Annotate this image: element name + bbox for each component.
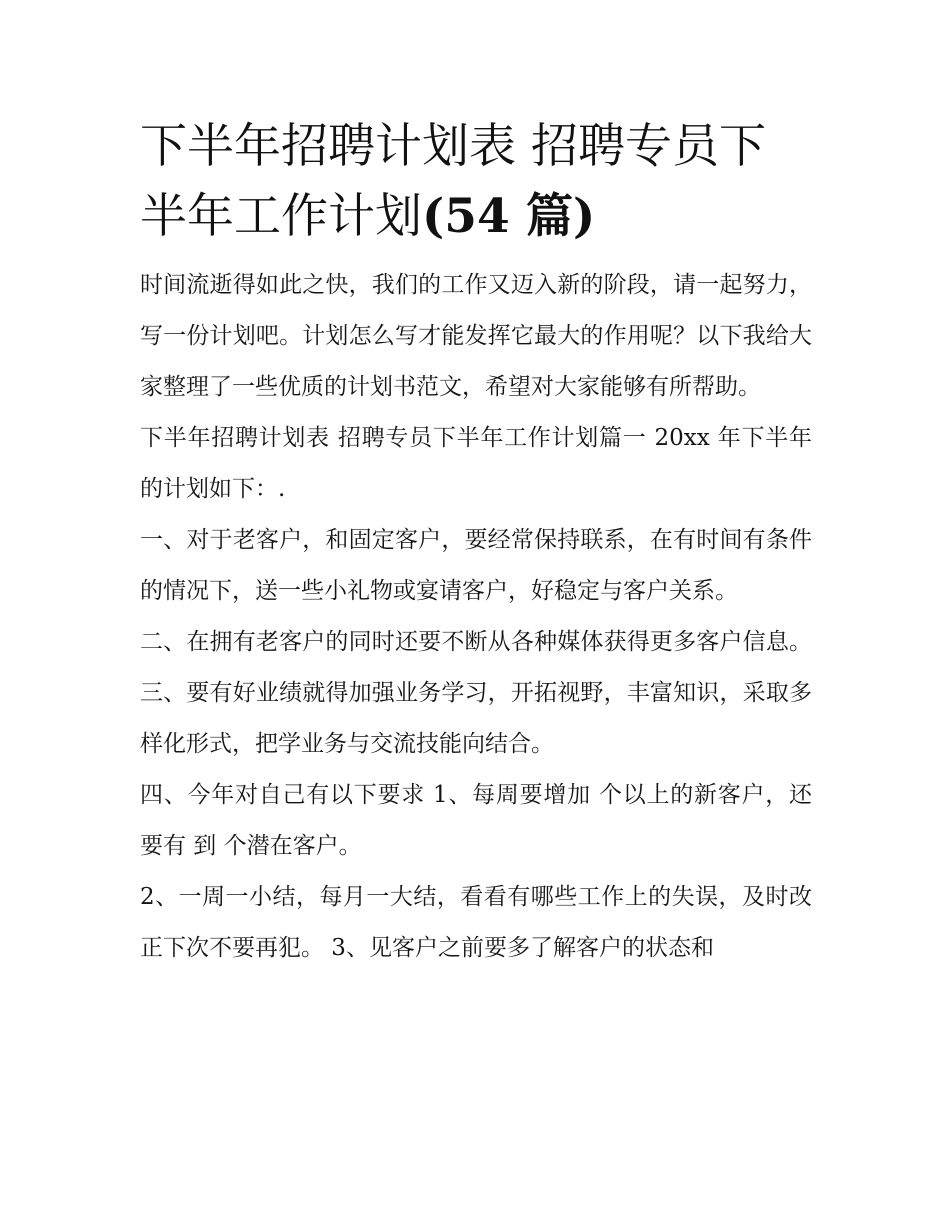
title-count: (54 篇): [422, 189, 596, 244]
document-title: [140, 112, 812, 252]
paragraph-item-2-3: 二、在拥有老客户的同时还要不断从各种媒体获得更多客户信息。 三、要有好业绩就得加强业务学习，开拓视野，丰富知识，采取多样化形式，把学业务与交流技能向结合。: [140, 629, 812, 757]
paragraph-item-1: 一、对于老客户，和固定客户，要经常保持联系，在有时间有条件的情况下，送一些小礼物或宴请客户，好稳定与客户关系。: [140, 527, 812, 604]
paragraph-item-4-2-3: 2、一周一小结，每月一大结，看看有哪些工作上的失误，及时改正下次不要再犯。 3、见客户之前要多了解客户的状态和: [140, 884, 812, 961]
title-text: 下半年招聘计划表 招聘专员下半年工作计划: [140, 119, 766, 244]
paragraph-item-4: 四、今年对自己有以下要求 1、每周要增加 个以上的新客户，还要有 到 个潜在客户。: [140, 782, 812, 859]
document-body: [140, 112, 812, 974]
paragraph-section-heading: 下半年招聘计划表 招聘专员下半年工作计划篇一 20xx 年下半年的计划如下：.: [140, 425, 812, 502]
paragraph-intro: 时间流逝得如此之快，我们的工作又迈入新的阶段，请一起努力，写一份计划吧。计划怎么写才能发挥它最大的作用呢？以下我给大家整理了一些优质的计划书范文，希望对大家能够有所帮助。: [140, 272, 812, 400]
